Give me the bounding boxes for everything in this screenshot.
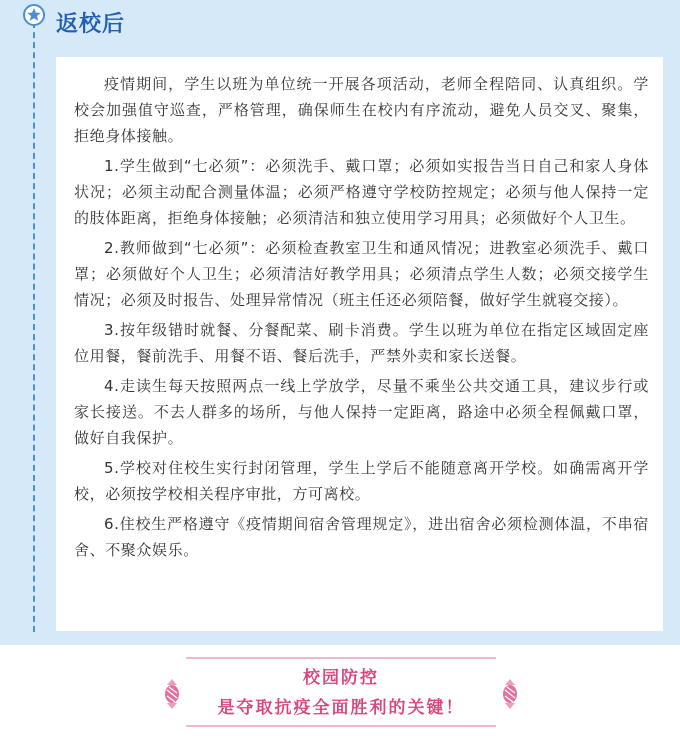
timeline-line <box>33 22 35 632</box>
rule-paragraph-dining: 3.按年级错时就餐、分餐配菜、刷卡消费。学生以班为单位在指定区域固定座位用餐，餐前洗手、用餐不语、餐后洗手，严禁外卖和家长送餐。 <box>74 321 649 365</box>
rule-paragraph-teachers: 2.教师做到“七必须”：必须检查教室卫生和通风情况；进教室必须洗手、戴口罩；必须做好个人卫生；必须清洁好教学用具；必须清点学生人数；必须交接学生情况；必须及时报告、处理异常情况（班主任还必须陪餐，做好学生就寝交接）。 <box>74 239 649 309</box>
rule-paragraph-dormitory: 6.住校生严格遵守《疫情期间宿舍管理规定》，进出宿舍必须检测体温，不串宿舍、不聚众娱乐。 <box>74 515 649 559</box>
star-icon <box>23 4 45 26</box>
slogan-banner <box>186 657 496 727</box>
intro-paragraph: 疫情期间，学生以班为单位统一开展各项活动，老师全程陪同、认真组织。学校会加强值守巡查，严格管理，确保师生在校内有序流动，避免人员交叉、聚集，拒绝身体接触。 <box>74 75 649 145</box>
candy-icon <box>502 679 518 709</box>
rule-paragraph-commuting: 4.走读生每天按照两点一线上学放学，尽量不乘坐公共交通工具，建议步行或家长接送。不去人群多的场所，与他人保持一定距离，路途中必须全程佩戴口罩，做好自我保护。 <box>74 377 649 447</box>
rule-paragraph-students: 1.学生做到“七必须”：必须洗手、戴口罩；必须如实报告当日自己和家人身体状况；必须主动配合测量体温；必须严格遵守学校防控规定；必须与他人保持一定的肢体距离，拒绝身体接触；必须清洁和独立使用学习用具；必须做好个人卫生。 <box>74 157 649 227</box>
slogan-line-1: 校园防控 <box>303 668 379 688</box>
slogan-line-2: 是夺取抗疫全面胜利的关键！ <box>217 698 465 718</box>
candy-icon <box>164 679 180 709</box>
section-title: 返校后 <box>56 12 126 37</box>
content-card <box>56 57 663 631</box>
rule-paragraph-boarding: 5.学校对住校生实行封闭管理，学生上学后不能随意离开学校。如确需离开学校，必须按学校相关程序审批，方可离校。 <box>74 459 649 503</box>
